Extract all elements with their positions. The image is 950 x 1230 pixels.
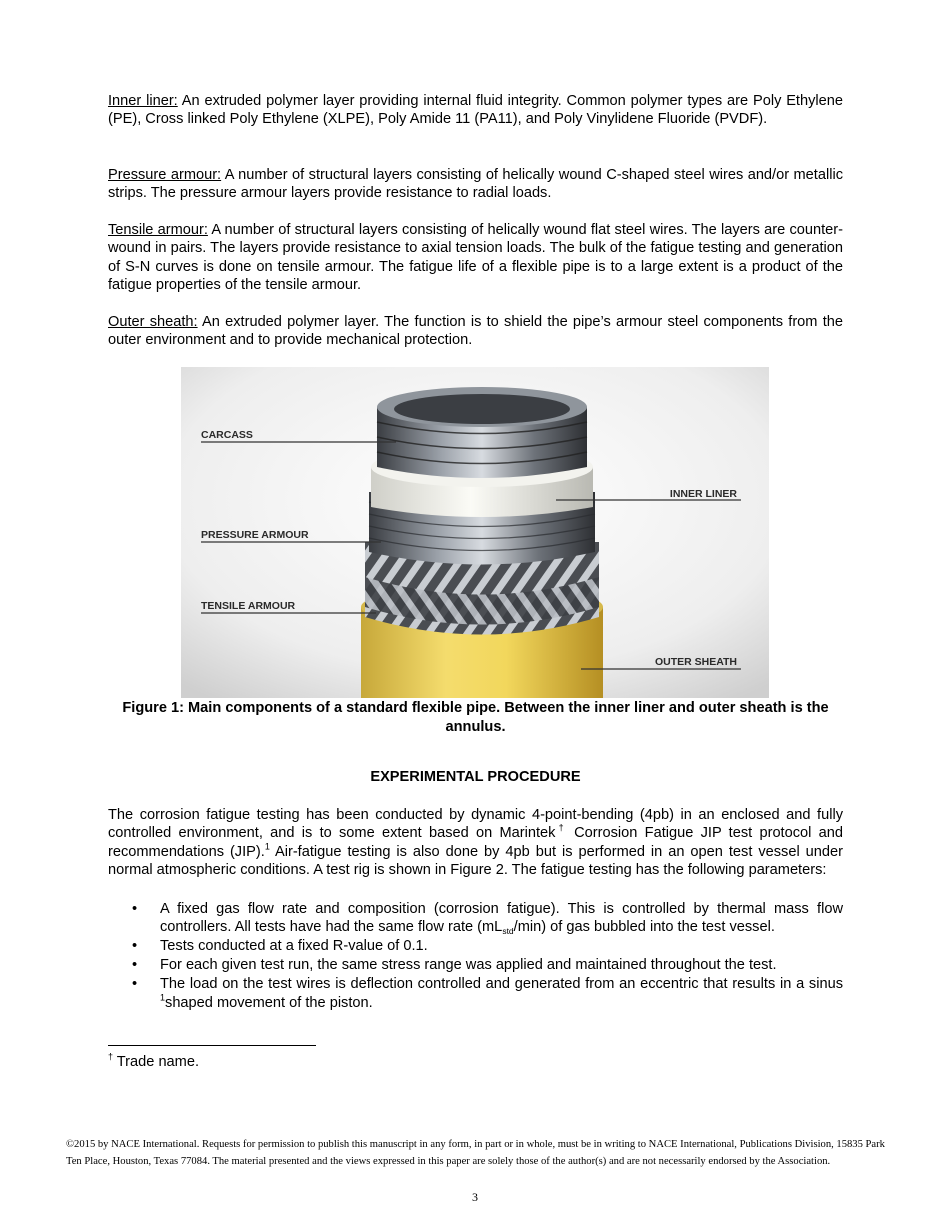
label-carcass: CARCASS [201, 429, 253, 441]
definition-outer-sheath [108, 313, 843, 350]
definition-tensile-armour [108, 221, 843, 295]
bullet-icon: • [132, 957, 138, 974]
reference-mark: 1 [264, 841, 270, 852]
term-tensile-armour: Tensile armour: [108, 222, 208, 238]
bullet-icon: • [132, 901, 138, 917]
procedure-text-3: Air-fatigue testing is also done by 4pb but is performed in an open test vessel under normal atmospheric conditions. A test rig is shown in Figure 2. The fatigue testing has the following parameters: [108, 843, 843, 879]
definition-inner-liner [108, 92, 843, 129]
dagger-mark: † [555, 823, 567, 834]
label-outer-sheath: OUTER SHEATH [654, 656, 737, 668]
figure-caption: Figure 1: Main components of a standard flexible pipe. Between the inner liner and outer sheath is the annulus. [122, 700, 829, 735]
carcass-bore [394, 394, 570, 424]
bullet-text: A fixed gas flow rate and composition (corrosion fatigue). This is controlled by thermal mass flow controllers. All tests have had the same flow rate (mL [160, 901, 843, 936]
page-number: 3 [472, 1190, 478, 1204]
bullet-text: Tests conducted at a fixed R-value of 0.1. [160, 938, 428, 955]
definition-text: An extruded polymer layer. The function is to shield the pipe’s armour steel components from the outer environment and to provide mechanical protection. [108, 314, 843, 349]
definition-pressure-armour [108, 166, 843, 203]
footnote-text: Trade name. [113, 1054, 200, 1070]
bullet-text: /min) of gas bubbled into the test vessel. [513, 919, 775, 936]
flexible-pipe-figure [181, 367, 769, 698]
bullet-icon: • [132, 938, 138, 955]
bullet-text: The load on the test wires is deflection controlled and generated from an eccentric that results in a sinus [160, 976, 843, 993]
definition-text: An extruded polymer layer providing internal fluid integrity. Common polymer types are Poly Ethylene (PE), Cross linked Poly Ethylene (XLPE), Poly Amide 11 (PA11), and Poly Vinylidene Fluoride (PVDF). [108, 93, 843, 128]
term-inner-liner: Inner liner: [108, 93, 178, 109]
term-pressure-armour: Pressure armour: [108, 167, 222, 183]
reference-mark: 1 [160, 992, 166, 1003]
term-outer-sheath: Outer sheath: [108, 314, 198, 330]
list-item [108, 975, 843, 1012]
list-item [108, 937, 843, 955]
section-heading: EXPERIMENTAL PROCEDURE [370, 769, 581, 785]
procedure-paragraph [108, 806, 843, 880]
definition-text: A number of structural layers consisting of helically wound C-shaped steel wires and/or metallic strips. The pressure armour layers provide resistance to radial loads. [108, 167, 843, 202]
list-item [108, 956, 843, 974]
procedure-text-1: The corrosion fatigue testing has been conducted by dynamic 4-point-bending (4pb) in an enclosed and fully controlled environment, and is to some extent based on Marintek [108, 807, 843, 842]
footnote [108, 1053, 199, 1071]
definition-text: A number of structural layers consisting of helically wound flat steel wires. The layers are counter-wound in pairs. The layers provide resistance to axial tension loads. The bulk of the fatigue testing and generation of S-N curves is done on tensile armour. The fatigue life of a flexible pipe is to a large extent is a product of the fatigue properties of the tensile armour. [108, 222, 844, 294]
subscript: std [502, 926, 514, 937]
bullet-text: For each given test run, the same stress range was applied and maintained throughout the test. [160, 957, 777, 974]
copyright-notice: ©2015 by NACE International. Requests for permission to publish this manuscript in any form, in part or in whole, must be in writing to NACE International, Publications Division, 15835 Park Ten Place, Houston, Texas 77084. The material presented and the views expressed in this paper are solely those of the author(s) and are not necessarily endorsed by the Association. [66, 1139, 885, 1167]
footnote-divider [108, 1045, 316, 1046]
list-item [108, 900, 843, 937]
footnote-mark: † [108, 1051, 114, 1062]
parameter-list [108, 900, 843, 1013]
bullet-icon: • [132, 976, 138, 993]
label-pressure-armour: PRESSURE ARMOUR [201, 529, 309, 541]
bullet-text: shaped movement of the piston. [165, 994, 373, 1011]
procedure-text-2: Corrosion Fatigue JIP test protocol and recommendations (JIP). [108, 825, 843, 860]
label-inner-liner: INNER LINER [669, 488, 737, 500]
label-tensile-armour: TENSILE ARMOUR [201, 600, 296, 612]
